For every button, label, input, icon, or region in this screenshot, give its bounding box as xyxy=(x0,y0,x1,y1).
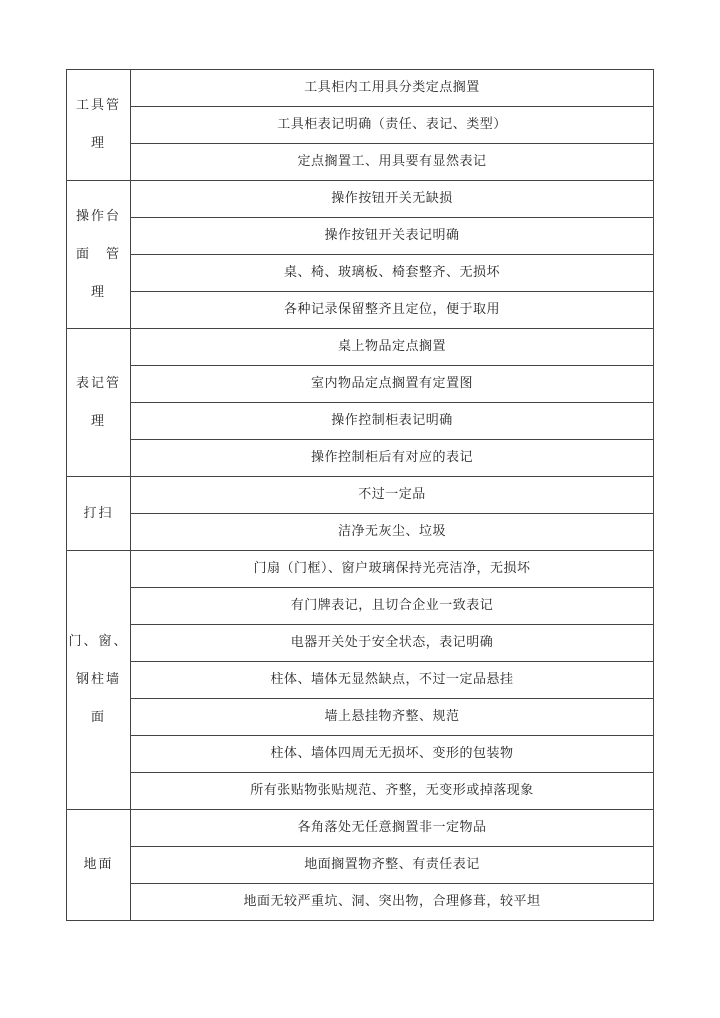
checklist-item: 定点搁置工、用具要有显然表记 xyxy=(131,144,654,181)
checklist-item: 工具柜表记明确（责任、表记、类型） xyxy=(131,107,654,144)
table-row xyxy=(67,625,654,662)
checklist-item: 操作按钮开关表记明确 xyxy=(131,218,654,255)
checklist-item: 各角落处无任意搁置非一定物品 xyxy=(131,810,654,847)
table-row xyxy=(67,403,654,440)
table-row xyxy=(67,699,654,736)
checklist-item: 地面无较严重坑、洞、突出物，合理修葺，较平坦 xyxy=(131,884,654,921)
table-row xyxy=(67,107,654,144)
table-row xyxy=(67,736,654,773)
category-label: 操作台 xyxy=(75,208,121,224)
table-row xyxy=(67,588,654,625)
checklist-item: 电器开关处于安全状态，表记明确 xyxy=(131,625,654,662)
checklist-item: 操作控制柜后有对应的表记 xyxy=(131,440,654,477)
checklist-item: 工具柜内工用具分类定点搁置 xyxy=(131,70,654,107)
checklist-body xyxy=(67,70,654,921)
checklist-item: 各种记录保留整齐且定位，便于取用 xyxy=(131,292,654,329)
table-row xyxy=(67,366,654,403)
category-cell xyxy=(67,551,131,810)
table-row xyxy=(67,773,654,810)
table-row xyxy=(67,847,654,884)
category-cell xyxy=(67,477,131,551)
checklist-item: 桌上物品定点搁置 xyxy=(131,329,654,366)
checklist-item: 柱体、墙体四周无无损坏、变形的包装物 xyxy=(131,736,654,773)
checklist-item: 室内物品定点搁置有定置图 xyxy=(131,366,654,403)
checklist-item: 地面搁置物齐整、有责任表记 xyxy=(131,847,654,884)
checklist-item: 墙上悬挂物齐整、规范 xyxy=(131,699,654,736)
table-row xyxy=(67,810,654,847)
table-row xyxy=(67,551,654,588)
table-row xyxy=(67,329,654,366)
checklist-item: 门扇（门框）、窗户玻璃保持光亮洁净，无损坏 xyxy=(131,551,654,588)
table-row xyxy=(67,144,654,181)
category-label: 打扫 xyxy=(83,505,114,521)
category-label: 理 xyxy=(90,136,106,151)
category-cell xyxy=(67,810,131,921)
table-row xyxy=(67,70,654,107)
category-cell xyxy=(67,70,131,181)
table-row xyxy=(67,514,654,551)
inspection-checklist-table xyxy=(66,69,654,921)
category-label: 面 xyxy=(90,710,106,725)
category-cell xyxy=(67,329,131,477)
checklist-item: 柱体、墙体无显然缺点，不过一定品悬挂 xyxy=(131,662,654,699)
table-row xyxy=(67,477,654,514)
category-label: 钢柱墙 xyxy=(75,672,121,687)
category-label: 表记管 xyxy=(75,375,121,391)
table-row xyxy=(67,181,654,218)
checklist-item: 不过一定品 xyxy=(131,477,654,514)
table-row xyxy=(67,440,654,477)
category-cell xyxy=(67,181,131,329)
table-row xyxy=(67,218,654,255)
table-row xyxy=(67,662,654,699)
checklist-item: 有门牌表记，且切合企业一致表记 xyxy=(131,588,654,625)
table-row xyxy=(67,884,654,921)
category-label: 理 xyxy=(90,413,106,429)
category-label: 理 xyxy=(90,284,106,300)
category-label: 地面 xyxy=(83,857,114,872)
category-label: 门、窗、 xyxy=(68,634,129,649)
category-label: 面 管 xyxy=(75,246,121,262)
table-row xyxy=(67,255,654,292)
checklist-item: 操作控制柜表记明确 xyxy=(131,403,654,440)
checklist-item: 桌、椅、玻璃板、椅套整齐、无损坏 xyxy=(131,255,654,292)
table-row xyxy=(67,292,654,329)
checklist-item: 操作按钮开关无缺损 xyxy=(131,181,654,218)
category-label: 工具管 xyxy=(75,98,121,113)
checklist-item: 所有张贴物张贴规范、齐整，无变形或掉落现象 xyxy=(131,773,654,810)
checklist-item: 洁净无灰尘、垃圾 xyxy=(131,514,654,551)
